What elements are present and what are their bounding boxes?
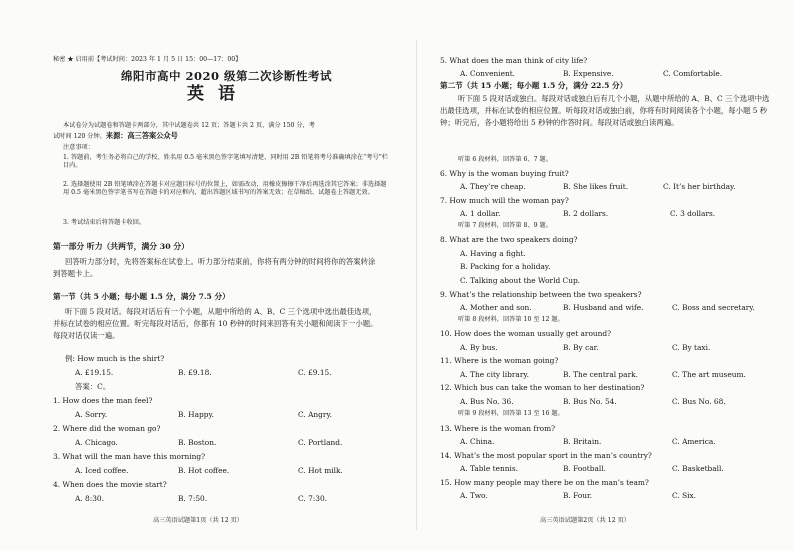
example-answer: 答案：C。 (75, 382, 111, 391)
question-9: 9. What’s the relationship between the two speakers? (440, 290, 642, 299)
question-1: 1. How does the man feel? (53, 396, 153, 405)
question-5: 5. What does the man think of city life? (440, 56, 588, 65)
example-question: 例: How much is the shirt? (65, 354, 165, 363)
question-7: 7. How much will the woman pay? (440, 196, 569, 205)
q12-option-a: A. Bus No. 36. (460, 397, 514, 406)
q15-option-a: A. Two. (460, 491, 488, 500)
q6-option-b: B. She likes fruit. (563, 182, 629, 191)
q1-option-c: C. Angry. (298, 410, 332, 419)
example-option-a: A. £19.15. (75, 368, 114, 377)
q3-option-b: B. Hot coffee. (178, 466, 230, 475)
notice-3: 3. 考试结束后将答题卡收回。 (63, 219, 146, 226)
q11-option-c: C. The art museum. (672, 370, 746, 379)
q15-option-b: B. Four. (563, 491, 593, 500)
example-option-c: C. £9.15. (298, 368, 332, 377)
question-4: 4. When does the movie start? (53, 480, 167, 489)
question-6: 6. Why is the woman buying fruit? (440, 169, 569, 178)
notice-2: 2. 选择题使用 2B 铅笔填涂在答题卡对应题目标号的位置上，如需改动，用橡皮擦擦干净后再选涂其它答案；非选择题用 0.5 毫米黑色签字笔书写在答题卡的对应框内，超出答题区域书写的答案无效；在草稿纸、试题卷上答题无效。 (63, 181, 387, 197)
q4-option-a: A. 8:30. (75, 494, 104, 503)
q7-option-a: A. 1 dollar. (460, 209, 501, 218)
q1-option-b: B. Happy. (178, 410, 214, 419)
q12-option-c: C. Bus No. 68. (672, 397, 726, 406)
intro-line2-text: 试时间 120 分钟。 (53, 133, 106, 140)
subject-title: 英语 (187, 84, 249, 104)
footer-right: 高三英语试题第2页（共 12 页） (540, 517, 630, 524)
question-8: 8. What are the two speakers doing? (440, 235, 578, 244)
q7-option-b: B. 2 dollars. (563, 209, 609, 218)
q3-option-a: A. Iced coffee. (75, 466, 129, 475)
question-10: 10. How does the woman usually get around? (440, 329, 612, 338)
question-13: 13. Where is the woman from? (440, 424, 556, 433)
q2-option-c: C. Portland. (298, 438, 343, 447)
q3-option-c: C. Hot milk. (298, 466, 343, 475)
q6-option-c: C. It’s her birthday. (663, 182, 736, 191)
q1-option-a: A. Sorry. (75, 410, 108, 419)
question-11: 11. Where is the woman going? (440, 356, 559, 365)
note-8: 听第 7 段材料，回答第 8、9 题。 (458, 222, 552, 229)
q8-option-c: C. Talking about the World Cup. (460, 276, 581, 285)
q10-option-b: B. By car. (563, 343, 599, 352)
notice-title: 注意事项： (63, 144, 94, 151)
q9-option-b: B. Husband and wife. (563, 303, 644, 312)
q5-option-b: B. Expensive. (563, 69, 614, 78)
question-15: 15. How many people may there be on the man’s team? (440, 478, 649, 487)
example-option-b: B. £9.18. (178, 368, 212, 377)
section1-heading: 第一节（共 5 小题；每小题 1.5 分，满分 7.5 分） (53, 292, 230, 301)
question-14: 14. What’s the most popular sport in the man’s country? (440, 451, 652, 460)
section2-heading: 第二节（共 15 小题；每小题 1.5 分，满分 22.5 分） (440, 81, 628, 90)
q14-option-a: A. Table tennis. (460, 464, 518, 473)
secret-line: 秘密 ★ 启用前【考试时间：2023 年 1 月 5 日 15：00—17：00】 (53, 56, 242, 63)
exam-title: 绵阳市高中 2020 级第二次诊断性考试 (121, 69, 333, 83)
q10-option-c: C. By taxi. (672, 343, 711, 352)
q12-option-b: B. Bus No. 54. (563, 397, 617, 406)
intro-line1: 本试卷分为试题卷和答题卡两部分，其中试题卷共 12 页；答题卡共 2 页，满分 150 分，考 (63, 122, 315, 129)
part1-heading: 第一部分 听力（共两节，满分 30 分） (53, 242, 189, 251)
note-6: 听第 6 段材料，回答第 6、7 题。 (458, 156, 552, 163)
note-10: 听第 8 段材料，回答第 10 至 12 题。 (458, 316, 564, 323)
q9-option-a: A. Mother and son. (460, 303, 532, 312)
page-divider (416, 40, 417, 530)
section1-desc: 听下面 5 段对话。每段对话后有一个小题，从题中所给的 A、B、C 三个选项中选出最佳选项，并标在试卷的相应位置。听完每段对话后，你都有 10 秒钟的时间来回答有关小题和阅读下一小题。每段对话仅读一遍。 (53, 307, 378, 341)
q14-option-b: B. Football. (563, 464, 606, 473)
q5-option-a: A. Convenient. (460, 69, 516, 78)
q4-option-c: C. 7:30. (298, 494, 328, 503)
q13-option-b: B. Britain. (563, 437, 602, 446)
q7-option-c: C. 3 dollars. (670, 209, 716, 218)
q14-option-c: C. Basketball. (672, 464, 724, 473)
question-12: 12. Which bus can take the woman to her destination? (440, 383, 645, 392)
q8-option-a: A. Having a fight. (460, 249, 526, 258)
q10-option-a: A. By bus. (460, 343, 498, 352)
intro-line2 (53, 132, 178, 141)
question-2: 2. Where did the woman go? (53, 424, 161, 433)
q4-option-b: B. 7:50. (178, 494, 208, 503)
q13-option-a: A. China. (460, 437, 495, 446)
footer-left: 高三英语试题第1页（共 12 页） (153, 517, 243, 524)
note-13: 听第 9 段材料，回答第 13 至 16 题。 (458, 410, 564, 417)
q11-option-b: B. The central park. (563, 370, 638, 379)
q13-option-c: C. America. (672, 437, 716, 446)
q15-option-c: C. Six. (672, 491, 697, 500)
q2-option-b: B. Boston. (178, 438, 217, 447)
q8-option-b: B. Packing for a holiday. (460, 262, 551, 271)
question-3: 3. What will the man have this morning? (53, 452, 206, 461)
notice-1: 1. 答题前，考生务必将自己的学校、姓名用 0.5 毫米黑色签字笔填写清楚，同时用 2B 铅笔将考号准确填涂在“考号”栏目内。 (63, 154, 389, 170)
part1-desc: 回答听力部分时，先将答案标在试卷上。听力部分结束前，你将有两分钟的时间将你的答案转涂到答题卡上。 (53, 257, 376, 279)
q6-option-a: A. They’re cheap. (460, 182, 526, 191)
q2-option-a: A. Chicago. (75, 438, 118, 447)
q5-option-c: C. Comfortable. (663, 69, 723, 78)
section2-desc: 听下面 5 段对话或独白。每段对话或独白后有几个小题，从题中所给的 A、B、C 三个选项中选出最佳选项，并标在试卷的相应位置。听每段对话或独白前，你将有时间阅读各个小题，每小题 5 秒钟；听完后，各小题将给出 5 秒钟的作答时间。每段对话或独白读两遍。 (440, 94, 770, 128)
intro-source: 来源：高三答案公众号 (105, 131, 178, 140)
q9-option-c: C. Boss and secretary. (672, 303, 755, 312)
q11-option-a: A. The city library. (460, 370, 529, 379)
